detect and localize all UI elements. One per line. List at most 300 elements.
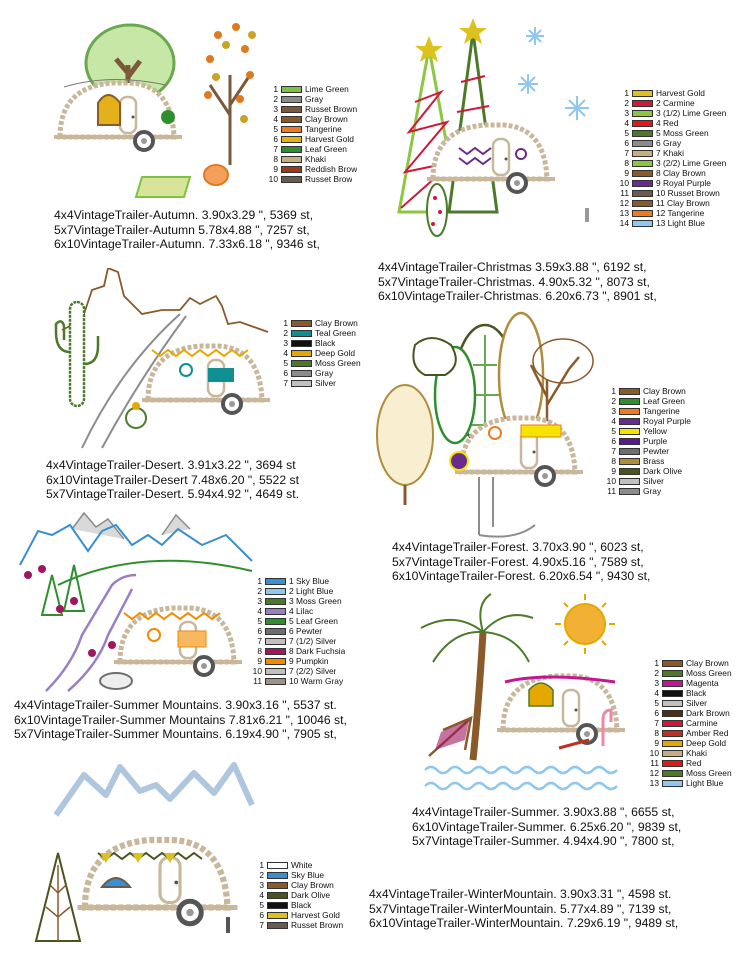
thread-row <box>250 656 345 666</box>
thread-number: 4 <box>257 606 262 616</box>
thread-name: Tangerine <box>643 406 680 416</box>
thread-color-swatch <box>265 668 286 675</box>
stitch-count: 8073 st, <box>606 274 650 289</box>
thread-color-swatch <box>632 100 653 107</box>
thread-name: Clay Brown <box>686 658 729 668</box>
autumn-trailer-illustration <box>40 15 265 205</box>
thread-row <box>252 920 343 930</box>
stitch-count: 7800 st, <box>631 834 675 849</box>
thread-color-swatch <box>281 96 302 103</box>
thread-number: 1 <box>257 576 262 586</box>
file-name: 4x4VintageTrailer-Christmas <box>378 260 532 274</box>
thread-color-swatch <box>281 116 302 123</box>
thread-name: Clay Brown <box>305 114 348 124</box>
size-line <box>369 916 678 931</box>
file-name: 5x7VintageTrailer-WinterMountain. <box>369 901 557 916</box>
thread-row <box>604 446 691 456</box>
thread-row <box>604 396 691 406</box>
thread-name: Teal Green <box>315 328 356 338</box>
thread-color-swatch <box>632 160 653 167</box>
thread-number: 8 <box>654 728 659 738</box>
thread-color-swatch <box>267 882 288 889</box>
thread-number: 11 <box>607 486 616 496</box>
thread-name: Dark Olive <box>291 890 331 900</box>
thread-color-swatch <box>632 120 653 127</box>
thread-row <box>252 880 343 890</box>
thread-color-swatch <box>265 628 286 635</box>
thread-row <box>276 358 361 368</box>
thread-number: 1 <box>259 860 264 870</box>
summer-trailer-illustration <box>405 590 635 795</box>
thread-number: 1 <box>273 84 278 94</box>
thread-number: 3 <box>283 338 288 348</box>
thread-color-swatch <box>632 170 653 177</box>
thread-number: 9 <box>611 466 616 476</box>
christmas-size-info <box>378 260 657 304</box>
thread-row <box>276 348 361 358</box>
thread-row <box>617 168 726 178</box>
thread-name: 2 Light Blue <box>289 586 334 596</box>
size-line <box>392 540 650 555</box>
thread-row <box>250 576 345 586</box>
thread-row <box>647 688 732 698</box>
thread-color-swatch <box>265 588 286 595</box>
forest-trailer-illustration <box>375 305 605 540</box>
thread-color-swatch <box>291 320 312 327</box>
thread-row <box>252 890 343 900</box>
dimensions: 6.25x6.20 ", <box>569 819 635 834</box>
christmas-trailer-illustration <box>385 12 610 252</box>
dimensions: 3.90x3.29 ", <box>201 208 267 222</box>
thread-color-swatch <box>291 340 312 347</box>
thread-color-swatch <box>619 388 640 395</box>
thread-name: 6 Gray <box>656 138 682 148</box>
thread-name: Tangerine <box>305 124 342 134</box>
thread-color-swatch <box>281 106 302 113</box>
stitch-count: 9346 st, <box>276 237 320 252</box>
thread-name: Harvest Gold <box>305 134 354 144</box>
size-line <box>378 275 657 290</box>
thread-color-swatch <box>281 176 302 183</box>
thread-number: 7 <box>273 144 278 154</box>
size-line <box>54 223 320 238</box>
thread-color-swatch <box>267 922 288 929</box>
size-line <box>46 487 299 502</box>
thread-row <box>647 718 732 728</box>
thread-name: Russet Brow <box>305 174 353 184</box>
thread-number: 1 <box>654 658 659 668</box>
size-line <box>412 805 681 820</box>
stitch-count: 6023 st, <box>600 540 644 554</box>
thread-row <box>617 128 726 138</box>
file-name: 5x7VintageTrailer-Summer Mountains. <box>14 727 222 742</box>
thread-color-swatch <box>662 780 683 787</box>
thread-row <box>647 658 732 668</box>
thread-row <box>617 188 726 198</box>
thread-row <box>617 178 726 188</box>
stitch-count: 9430 st, <box>607 569 651 584</box>
thread-color-swatch <box>632 210 653 217</box>
thread-name: 5 Moss Green <box>656 128 709 138</box>
thread-color-swatch <box>662 680 683 687</box>
dimensions: 7.81x6.21 ", <box>228 712 294 727</box>
size-line <box>46 473 299 488</box>
thread-row <box>250 616 345 626</box>
thread-name: Clay Brown <box>315 318 358 328</box>
stitch-count: 4649 st. <box>255 487 299 502</box>
thread-row <box>617 198 726 208</box>
stitch-count: 6655 st, <box>631 805 675 819</box>
thread-row <box>617 108 726 118</box>
thread-color-swatch <box>265 678 286 685</box>
dimensions: 5.78x4.88 ", <box>198 222 263 237</box>
thread-number: 13 <box>619 208 629 218</box>
thread-color-swatch <box>632 200 653 207</box>
thread-number: 11 <box>253 676 262 686</box>
thread-name: Leaf Green <box>305 144 347 154</box>
thread-color-swatch <box>265 618 286 625</box>
thread-name: 3 (2/2) Lime Green <box>656 158 727 168</box>
thread-name: 5 Leaf Green <box>289 616 338 626</box>
thread-number: 4 <box>259 890 264 900</box>
thread-row <box>604 386 691 396</box>
thread-row <box>647 738 732 748</box>
file-name: 5x7VintageTrailer-Desert. <box>46 487 185 502</box>
thread-color-swatch <box>662 710 683 717</box>
thread-number: 1 <box>611 386 616 396</box>
thread-number: 7 <box>283 378 288 388</box>
desert-size-info <box>46 458 299 502</box>
thread-name: Russet Brown <box>305 104 358 114</box>
thread-name: Harvest Gold <box>656 88 705 98</box>
stitch-count: 10046 st, <box>296 712 347 727</box>
thread-color-swatch <box>662 750 683 757</box>
thread-row <box>276 368 361 378</box>
thread-row <box>617 88 726 98</box>
dimensions: 3.59x3.88 ", <box>535 260 600 274</box>
thread-name: Clay Brown <box>291 880 334 890</box>
stitch-count: 3694 st <box>255 458 296 472</box>
forest-thread-legend <box>604 386 691 496</box>
thread-number: 7 <box>611 446 616 456</box>
size-line <box>54 237 320 252</box>
thread-row <box>647 698 732 708</box>
thread-number: 6 <box>611 436 616 446</box>
thread-name: 10 Warm Gray <box>289 676 344 686</box>
thread-color-swatch <box>662 730 683 737</box>
thread-row <box>647 728 732 738</box>
file-name: 4x4VintageTrailer-WinterMountain. <box>369 887 557 901</box>
thread-row <box>604 466 691 476</box>
thread-color-swatch <box>632 150 653 157</box>
thread-color-swatch <box>281 136 302 143</box>
thread-color-swatch <box>281 126 302 133</box>
thread-number: 7 <box>654 718 659 728</box>
thread-row <box>647 758 732 768</box>
thread-number: 12 <box>619 198 629 208</box>
thread-row <box>266 104 357 114</box>
file-name: 5x7VintageTrailer-Summer. <box>412 834 560 849</box>
thread-name: Sky Blue <box>291 870 325 880</box>
stitch-count: 7905 st, <box>293 727 337 742</box>
thread-color-swatch <box>291 360 312 367</box>
thread-name: 4 Red <box>656 118 679 128</box>
stitch-count: 7589 st, <box>600 554 644 569</box>
thread-row <box>604 436 691 446</box>
thread-row <box>276 378 361 388</box>
thread-number: 6 <box>257 626 262 636</box>
thread-row <box>250 636 345 646</box>
thread-row <box>604 406 691 416</box>
thread-color-swatch <box>619 448 640 455</box>
thread-row <box>266 124 357 134</box>
thread-color-swatch <box>662 740 683 747</box>
thread-row <box>252 860 343 870</box>
thread-name: 11 Clay Brown <box>656 198 710 208</box>
thread-number: 3 <box>611 406 616 416</box>
thread-number: 3 <box>273 104 278 114</box>
thread-name: Moss Green <box>686 668 732 678</box>
stitch-count: 8901 st, <box>613 289 657 304</box>
thread-color-swatch <box>291 330 312 337</box>
thread-row <box>647 778 732 788</box>
thread-number: 10 <box>649 748 659 758</box>
thread-number: 1 <box>283 318 288 328</box>
size-line <box>54 208 320 223</box>
thread-name: White <box>291 860 313 870</box>
thread-number: 5 <box>257 616 262 626</box>
thread-color-swatch <box>291 350 312 357</box>
thread-name: 6 Pewter <box>289 626 323 636</box>
thread-row <box>250 626 345 636</box>
thread-row <box>604 416 691 426</box>
thread-name: Gray <box>315 368 334 378</box>
thread-row <box>266 174 357 184</box>
thread-name: 3 Moss Green <box>289 596 342 606</box>
thread-number: 5 <box>654 698 659 708</box>
thread-color-swatch <box>265 608 286 615</box>
thread-color-swatch <box>619 418 640 425</box>
size-line <box>14 727 347 742</box>
thread-name: Russet Brown <box>291 920 344 930</box>
file-name: 6x10VintageTrailer-Summer Mountains <box>14 712 226 727</box>
dimensions: 4.90x5.16 ", <box>532 554 597 569</box>
desert-trailer-illustration <box>40 268 270 453</box>
thread-color-swatch <box>632 180 653 187</box>
autumn-thread-legend <box>266 84 357 184</box>
thread-color-swatch <box>619 478 640 485</box>
thread-row <box>604 476 691 486</box>
thread-row <box>252 870 343 880</box>
thread-name: Khaki <box>686 748 707 758</box>
thread-name: Amber Red <box>686 728 729 738</box>
dimensions: 3.91x3.22 ", <box>187 458 253 472</box>
thread-row <box>250 646 345 656</box>
thread-color-swatch <box>265 658 286 665</box>
thread-color-swatch <box>265 598 286 605</box>
summer-mountains-size-info <box>14 698 347 742</box>
thread-row <box>266 164 357 174</box>
dimensions: 3.70x3.90 ", <box>532 540 597 554</box>
thread-name: Clay Brown <box>643 386 686 396</box>
thread-row <box>617 208 726 218</box>
thread-color-swatch <box>619 458 640 465</box>
size-line <box>369 902 678 917</box>
thread-number: 13 <box>649 778 659 788</box>
dimensions: 3.90x3.31 ", <box>560 887 625 901</box>
thread-row <box>266 94 357 104</box>
file-name: 6x10VintageTrailer-Forest. <box>392 569 536 584</box>
dimensions: 7.48x6.20 ", <box>190 472 256 487</box>
thread-number: 8 <box>257 646 262 656</box>
thread-color-swatch <box>662 670 683 677</box>
thread-number: 2 <box>283 328 288 338</box>
thread-name: Silver <box>643 476 664 486</box>
dimensions: 3.90x3.88 ", <box>563 805 628 819</box>
thread-color-swatch <box>632 90 653 97</box>
size-line <box>392 555 650 570</box>
file-name: 6x10VintageTrailer-Autumn. <box>54 237 206 252</box>
thread-number: 10 <box>252 666 262 676</box>
thread-color-swatch <box>662 770 683 777</box>
thread-number: 2 <box>257 586 262 596</box>
file-name: 5x7VintageTrailer-Forest. <box>392 554 529 569</box>
thread-color-swatch <box>291 380 312 387</box>
thread-color-swatch <box>632 190 653 197</box>
file-name: 4x4VintageTrailer-Forest. <box>392 540 529 554</box>
size-line <box>46 458 299 473</box>
thread-name: Black <box>315 338 336 348</box>
stitch-count: 6192 st, <box>603 260 647 274</box>
thread-color-swatch <box>267 912 288 919</box>
thread-color-swatch <box>662 690 683 697</box>
thread-color-swatch <box>281 86 302 93</box>
thread-name: Lime Green <box>305 84 349 94</box>
thread-row <box>647 768 732 778</box>
thread-color-swatch <box>619 398 640 405</box>
thread-color-swatch <box>632 220 653 227</box>
thread-name: Khaki <box>305 154 326 164</box>
file-name: 4x4VintageTrailer-Summer Mountains. <box>14 698 222 712</box>
thread-row <box>604 456 691 466</box>
thread-number: 2 <box>624 98 629 108</box>
thread-number: 3 <box>257 596 262 606</box>
thread-row <box>276 338 361 348</box>
size-line <box>392 569 650 584</box>
thread-number: 2 <box>259 870 264 880</box>
stitch-count: 9489 st, <box>634 916 679 931</box>
thread-number: 4 <box>624 118 629 128</box>
thread-number: 6 <box>259 910 264 920</box>
thread-color-swatch <box>619 438 640 445</box>
thread-name: Black <box>686 688 707 698</box>
thread-color-swatch <box>267 892 288 899</box>
thread-name: 1 Sky Blue <box>289 576 330 586</box>
file-name: 6x10VintageTrailer-Summer. <box>412 819 567 834</box>
thread-row <box>647 678 732 688</box>
thread-name: Royal Purple <box>643 416 691 426</box>
thread-row <box>617 118 726 128</box>
thread-color-swatch <box>662 760 683 767</box>
thread-row <box>266 114 357 124</box>
thread-number: 5 <box>273 124 278 134</box>
thread-color-swatch <box>265 578 286 585</box>
size-line <box>378 289 657 304</box>
dimensions: 6.20x6.73 ", <box>545 289 610 304</box>
thread-number: 4 <box>273 114 278 124</box>
stitch-count: 5522 st <box>259 472 299 487</box>
thread-number: 2 <box>273 94 278 104</box>
thread-number: 3 <box>624 108 629 118</box>
thread-color-swatch <box>265 648 286 655</box>
thread-number: 5 <box>283 358 288 368</box>
dimensions: 4.94x4.90 ", <box>563 834 628 849</box>
thread-row <box>250 666 345 676</box>
thread-name: Dark Olive <box>643 466 683 476</box>
thread-name: Gray <box>643 486 662 496</box>
stitch-count: 4598 st. <box>628 887 672 901</box>
thread-name: Gray <box>305 94 324 104</box>
thread-name: Deep Gold <box>686 738 727 748</box>
thread-row <box>250 586 345 596</box>
thread-number: 7 <box>257 636 262 646</box>
thread-name: 2 Carmine <box>656 98 695 108</box>
thread-name: Purple <box>643 436 668 446</box>
thread-name: Brass <box>643 456 665 466</box>
winter-mountain-trailer-illustration <box>20 745 255 945</box>
thread-row <box>647 708 732 718</box>
thread-number: 2 <box>611 396 616 406</box>
thread-number: 2 <box>654 668 659 678</box>
thread-number: 5 <box>611 426 616 436</box>
dimensions: 4.90x5.32 ", <box>538 274 604 289</box>
thread-number: 4 <box>611 416 616 426</box>
thread-row <box>266 84 357 94</box>
thread-number: 6 <box>273 134 278 144</box>
thread-number: 1 <box>624 88 629 98</box>
thread-color-swatch <box>281 146 302 153</box>
dimensions: 6.20x6.54 ", <box>539 569 604 584</box>
dimensions: 5.94x4.92 ", <box>187 487 253 502</box>
thread-row <box>604 426 691 436</box>
thread-number: 6 <box>654 708 659 718</box>
thread-number: 5 <box>624 128 629 138</box>
thread-name: 10 Russet Brown <box>656 188 720 198</box>
thread-number: 6 <box>624 138 629 148</box>
thread-name: Silver <box>686 698 707 708</box>
thread-name: Magenta <box>686 678 719 688</box>
thread-name: Dark Brown <box>686 708 730 718</box>
thread-number: 10 <box>268 174 278 184</box>
thread-name: Yellow <box>643 426 667 436</box>
forest-size-info <box>392 540 650 584</box>
thread-number: 6 <box>283 368 288 378</box>
thread-name: Moss Green <box>315 358 361 368</box>
thread-number: 10 <box>606 476 616 486</box>
thread-row <box>250 606 345 616</box>
thread-row <box>617 158 726 168</box>
thread-color-swatch <box>662 700 683 707</box>
winter-mountain-size-info <box>369 887 678 931</box>
dimensions: 3.90x3.16 ", <box>225 698 290 712</box>
thread-name: Pewter <box>643 446 670 456</box>
thread-name: Silver <box>315 378 336 388</box>
stitch-count: 5537 st. <box>293 698 337 712</box>
thread-color-swatch <box>662 660 683 667</box>
dimensions: 5.77x4.89 ", <box>560 901 625 916</box>
autumn-size-info <box>54 208 320 252</box>
christmas-thread-legend <box>617 88 726 228</box>
